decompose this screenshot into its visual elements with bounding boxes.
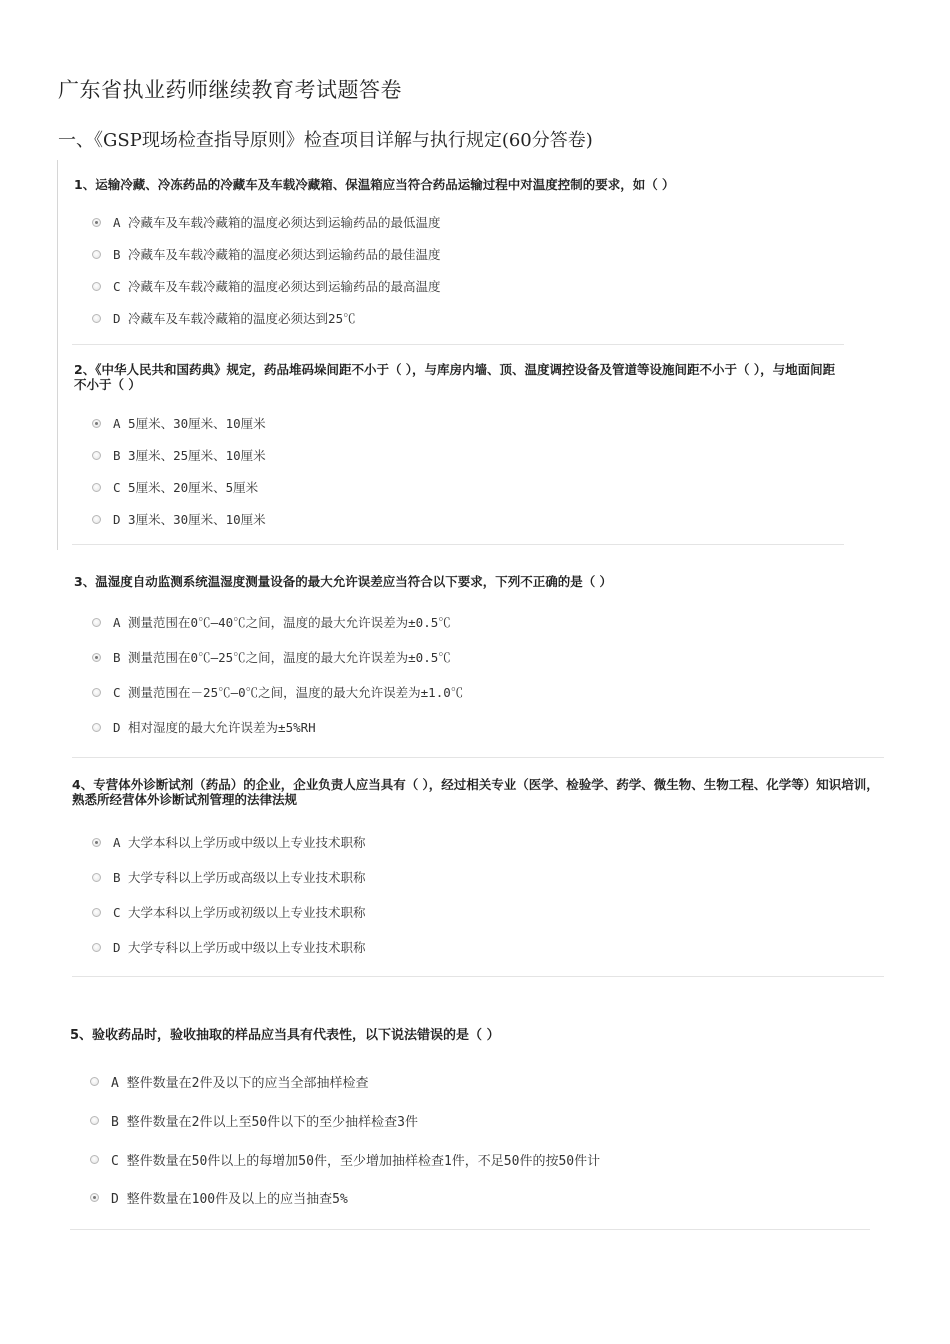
option-a[interactable] — [90, 1072, 368, 1091]
option-label: C 大学本科以上学历或初级以上专业技术职称 — [113, 905, 366, 920]
option-d[interactable] — [92, 510, 266, 528]
radio-button[interactable] — [92, 250, 101, 259]
option-label: A 5厘米、30厘米、10厘米 — [113, 416, 266, 431]
option-b[interactable] — [92, 648, 451, 666]
question-2 — [74, 362, 844, 532]
option-b[interactable] — [92, 868, 366, 886]
question-text: 2、《中华人民共和国药典》规定，药品堆码垛间距不小于（ ），与库房内墙、顶、温度调控设备及管道等设施间距不小于（ ），与地面间距不小于（ ） — [74, 362, 836, 392]
option-label: B 整件数量在2件以上至50件以下的至少抽样检查3件 — [111, 1115, 418, 1130]
option-label: C 冷藏车及车载冷藏箱的温度必须达到运输药品的最高温度 — [113, 279, 441, 294]
question-4 — [72, 777, 884, 957]
option-b[interactable] — [92, 245, 441, 263]
section-title: 一、《GSP现场检查指导原则》检查项目详解与执行规定(60分答卷) — [58, 130, 593, 151]
document-title: 广东省执业药师继续教育考试题答卷 — [58, 78, 402, 102]
option-c[interactable] — [92, 903, 366, 921]
option-c[interactable] — [92, 683, 463, 701]
radio-button[interactable] — [92, 723, 101, 732]
option-label: D 冷藏车及车载冷藏箱的温度必须达到25℃ — [113, 311, 356, 326]
radio-button[interactable] — [90, 1077, 99, 1086]
option-d[interactable] — [92, 718, 316, 736]
radio-button[interactable] — [92, 451, 101, 460]
radio-button[interactable] — [90, 1116, 99, 1125]
section-block-border — [57, 160, 58, 550]
option-d[interactable] — [92, 938, 366, 956]
radio-button-selected[interactable] — [92, 419, 101, 428]
option-a[interactable] — [92, 414, 266, 432]
option-label: D 大学专科以上学历或中级以上专业技术职称 — [113, 940, 366, 955]
option-label: D 整件数量在100件及以上的应当抽查5% — [111, 1192, 348, 1207]
question-text: 4、专营体外诊断试剂（药品）的企业，企业负责人应当具有（ ），经过相关专业（医学、检验学、药学、微生物、生物工程、化学等）知识培训，熟悉所经营体外诊断试剂管理的法律法规 — [72, 777, 879, 807]
radio-button[interactable] — [92, 908, 101, 917]
option-a[interactable] — [92, 213, 441, 231]
question-5 — [70, 1028, 870, 1208]
question-text: 1、运输冷藏、冷冻药品的冷藏车及车载冷藏箱、保温箱应当符合药品运输过程中对温度控制的要求，如（ ） — [74, 177, 675, 192]
option-label: B 测量范围在0℃—25℃之间，温度的最大允许误差为±0.5℃ — [113, 650, 451, 665]
option-c[interactable] — [92, 277, 441, 295]
radio-button[interactable] — [92, 618, 101, 627]
question-text: 5、验收药品时，验收抽取的样品应当具有代表性，以下说法错误的是（ ） — [70, 1028, 500, 1043]
radio-button[interactable] — [92, 314, 101, 323]
option-c[interactable] — [92, 478, 258, 496]
option-label: B 冷藏车及车载冷藏箱的温度必须达到运输药品的最佳温度 — [113, 247, 441, 262]
radio-button-selected[interactable] — [92, 838, 101, 847]
question-text: 3、温湿度自动监测系统温湿度测量设备的最大允许误差应当符合以下要求，下列不正确的是（ ） — [74, 574, 613, 589]
radio-button[interactable] — [92, 688, 101, 697]
question-3 — [74, 574, 884, 744]
radio-button-selected[interactable] — [92, 218, 101, 227]
radio-button[interactable] — [92, 515, 101, 524]
option-label: C 整件数量在50件以上的每增加50件，至少增加抽样检查1件，不足50件的按50件计 — [111, 1154, 601, 1169]
option-b[interactable] — [92, 446, 266, 464]
option-d[interactable] — [90, 1188, 348, 1207]
option-label: C 5厘米、20厘米、5厘米 — [113, 480, 259, 495]
option-d[interactable] — [92, 309, 356, 327]
radio-button[interactable] — [92, 943, 101, 952]
option-c[interactable] — [90, 1150, 600, 1169]
radio-button-selected[interactable] — [90, 1193, 99, 1202]
option-label: A 整件数量在2件及以下的应当全部抽样检查 — [111, 1076, 369, 1091]
radio-button-selected[interactable] — [92, 653, 101, 662]
option-label: D 3厘米、30厘米、10厘米 — [113, 512, 266, 527]
option-a[interactable] — [92, 833, 366, 851]
radio-button[interactable] — [92, 483, 101, 492]
option-label: A 测量范围在0℃—40℃之间，温度的最大允许误差为±0.5℃ — [113, 615, 451, 630]
question-separator — [72, 976, 884, 977]
option-label: B 大学专科以上学历或高级以上专业技术职称 — [113, 870, 366, 885]
question-separator — [70, 1229, 870, 1230]
option-label: B 3厘米、25厘米、10厘米 — [113, 448, 266, 463]
option-label: A 冷藏车及车载冷藏箱的温度必须达到运输药品的最低温度 — [113, 215, 441, 230]
radio-button[interactable] — [92, 282, 101, 291]
radio-button[interactable] — [92, 873, 101, 882]
question-separator — [72, 344, 844, 345]
question-separator — [72, 757, 884, 758]
question-1 — [74, 177, 844, 337]
option-label: D 相对湿度的最大允许误差为±5%RH — [113, 720, 316, 735]
option-label: C 测量范围在－25℃—0℃之间，温度的最大允许误差为±1.0℃ — [113, 685, 464, 700]
question-separator — [72, 544, 844, 545]
option-a[interactable] — [92, 613, 451, 631]
option-label: A 大学本科以上学历或中级以上专业技术职称 — [113, 835, 366, 850]
option-b[interactable] — [90, 1111, 418, 1130]
radio-button[interactable] — [90, 1155, 99, 1164]
